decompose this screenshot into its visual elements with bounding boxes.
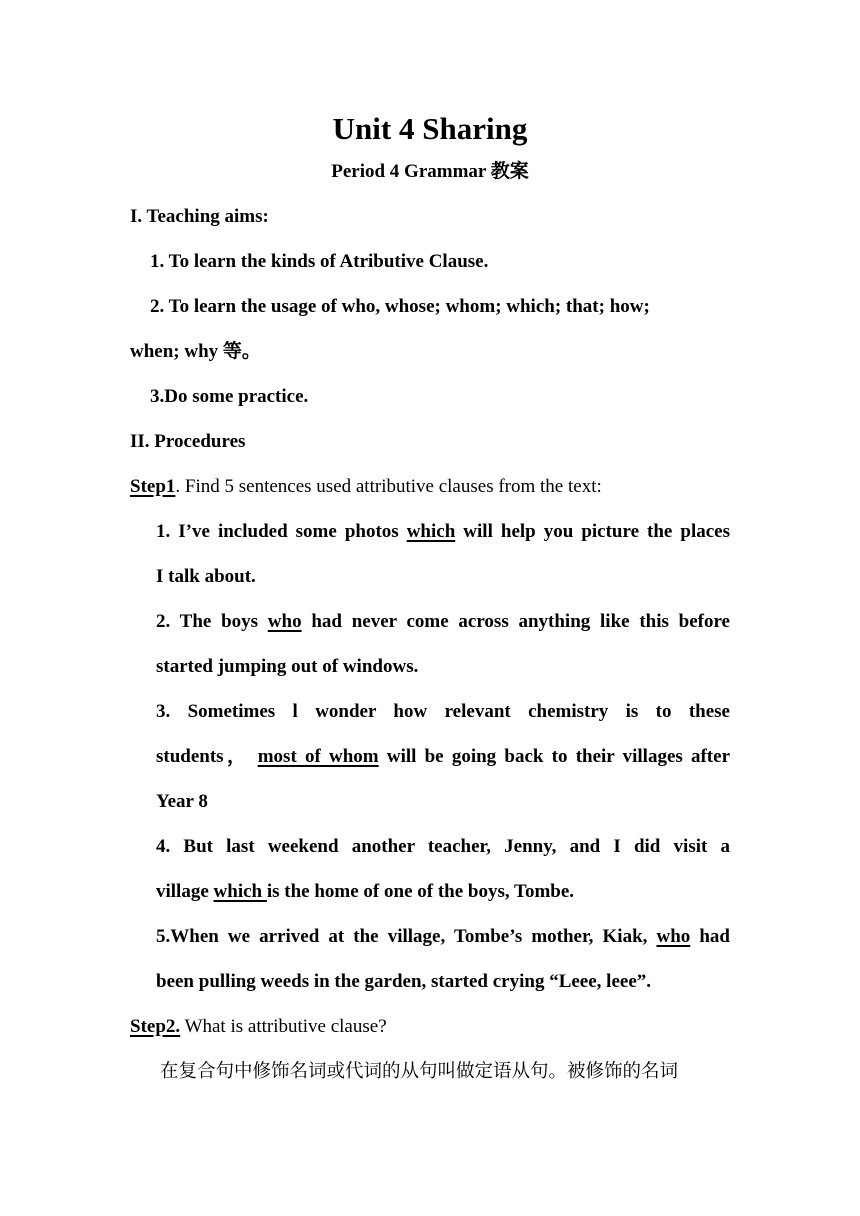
step1-label: Step1	[130, 476, 176, 497]
step1-instruction: . Find 5 sentences used attributive clauses from the text:	[175, 476, 602, 497]
sentence-text: had	[690, 926, 731, 947]
aim-item-3: 3.Do some practice.	[150, 386, 309, 407]
sentence-2-line-2: started jumping out of windows.	[156, 656, 419, 677]
sentence-text: will help you picture the places	[455, 521, 730, 542]
sentence-4-line-2	[156, 880, 574, 904]
sentence-5-line-1	[156, 925, 730, 949]
sentence-1-line-2: I talk about.	[156, 566, 256, 587]
sentence-2-line-1	[156, 610, 730, 634]
sentence-5-line-2: been pulling weeds in the garden, started crying “Leee, leee”.	[156, 971, 652, 992]
sentence-3-line-1: 3. Sometimes l wonder how relevant chemistry is to these	[156, 701, 730, 722]
underlined-relative-word: which	[213, 881, 267, 902]
sentence-text: 5.When we arrived at the village, Tombe’s mother, Kiak,	[156, 926, 657, 947]
step1-paragraph	[130, 475, 602, 499]
sentence-3-line-2	[156, 745, 730, 769]
aim-item-2: 2. To learn the usage of who, whose; whom; which; that; how;	[150, 296, 650, 317]
aim-item-2-continued: when; why 等。	[130, 341, 261, 362]
step2-label: Step2.	[130, 1016, 181, 1037]
underlined-relative-word: which	[406, 521, 456, 542]
sentence-text: will be going back to their villages after	[378, 746, 731, 767]
section-heading-procedures: II. Procedures	[130, 431, 246, 452]
section-heading-teaching-aims: I. Teaching aims:	[130, 206, 269, 227]
aim-item-1: 1. To learn the kinds of Atributive Clause.	[150, 251, 489, 272]
step2-question: What is attributive clause?	[180, 1016, 387, 1037]
page-title: Unit 4 Sharing	[332, 111, 528, 146]
underlined-relative-word: most of whom	[257, 746, 379, 767]
sentence-3-line-3: Year 8	[156, 791, 208, 812]
sentence-text: is the home of one of the boys, Tombe.	[266, 881, 575, 902]
underlined-relative-word: who	[656, 926, 691, 947]
sentence-text: had never come across anything like this before	[301, 611, 730, 632]
underlined-relative-word: who	[267, 611, 302, 632]
sentence-text: village	[156, 881, 214, 902]
sentence-4-line-1: 4. But last weekend another teacher, Jenny, and I did visit a	[156, 836, 730, 857]
step2-paragraph	[130, 1015, 387, 1039]
sentence-text: 2. The boys	[156, 611, 268, 632]
sentence-1-line-1	[156, 520, 730, 544]
chinese-definition-line: 在复合句中修饰名词或代词的从句叫做定语从句。被修饰的名词	[160, 1061, 679, 1082]
sentence-text: 1. I’ve included some photos	[156, 521, 407, 542]
page-subtitle: Period 4 Grammar 教案	[331, 161, 529, 182]
sentence-text: students，	[156, 746, 258, 767]
